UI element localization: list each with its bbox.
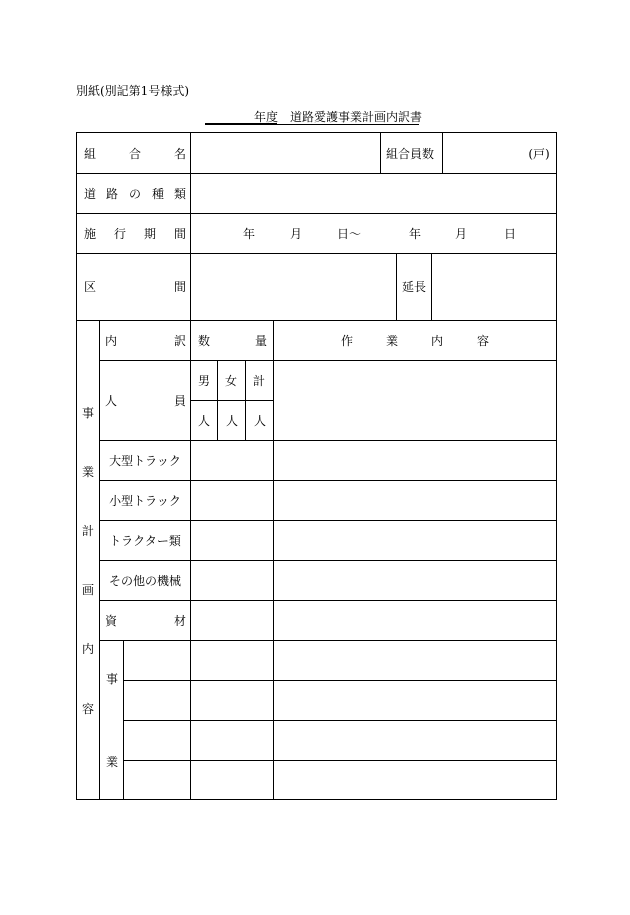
row-divider (77, 320, 556, 321)
union-name-label: 組 (83, 147, 97, 161)
row-divider (99, 480, 556, 481)
road-type-label: 種 (151, 187, 165, 201)
col-divider (123, 640, 124, 799)
member-count-label: 組合員数 (385, 147, 435, 161)
start-day-label: 日〜 (336, 227, 362, 241)
col-divider (190, 320, 191, 799)
materials-label: 材 (173, 614, 187, 628)
row-divider (99, 600, 556, 601)
col-divider (380, 133, 381, 173)
period-label: 行 (113, 227, 127, 241)
small-truck-label: 小型トラック (109, 494, 181, 508)
business-plan-label: 計 (81, 524, 95, 538)
length-label: 延長 (401, 280, 427, 294)
row-divider (123, 680, 556, 681)
business-plan-label: 画 (81, 583, 95, 597)
total-person-unit: 人 (253, 414, 267, 428)
business-plan-label: 業 (81, 465, 95, 479)
row-divider (123, 720, 556, 721)
large-truck-label: 大型トラック (109, 454, 181, 468)
row-divider (99, 520, 556, 521)
attachment-label: 別紙(別記第1号様式) (76, 84, 189, 98)
female-label: 女 (224, 374, 238, 388)
business-sub-label: 事 (105, 672, 119, 686)
row-divider (77, 213, 556, 214)
row-divider (99, 360, 556, 361)
gender-col-divider (245, 360, 246, 440)
personnel-label: 人 (104, 394, 118, 408)
row-divider (77, 173, 556, 174)
row-divider (99, 440, 556, 441)
union-name-label: 名 (173, 147, 187, 161)
tractors-label: トラクター類 (109, 534, 181, 548)
end-year-label: 年 (408, 227, 422, 241)
breakdown-header: 訳 (173, 334, 187, 348)
end-month-label: 月 (454, 227, 468, 241)
business-plan-label: 事 (81, 406, 95, 420)
col-divider (442, 133, 443, 173)
col-divider (431, 253, 432, 320)
row-divider (99, 640, 556, 641)
work-content-header: 内 (430, 334, 444, 348)
col-divider (190, 133, 191, 320)
period-label: 間 (173, 227, 187, 241)
union-name-label: 合 (128, 147, 142, 161)
breakdown-header: 内 (104, 334, 118, 348)
col-divider (396, 253, 397, 320)
start-year-label: 年 (242, 227, 256, 241)
row-divider (77, 253, 556, 254)
household-unit: (戸) (528, 147, 550, 161)
personnel-label: 員 (173, 394, 187, 408)
gender-col-divider (217, 360, 218, 440)
start-month-label: 月 (289, 227, 303, 241)
road-type-label: 類 (173, 187, 187, 201)
road-type-label: の (128, 187, 142, 201)
male-label: 男 (197, 374, 211, 388)
period-label: 期 (143, 227, 157, 241)
quantity-header: 数 (197, 334, 211, 348)
female-person-unit: 人 (225, 414, 239, 428)
work-content-header: 作 (340, 334, 354, 348)
work-content-header: 容 (476, 334, 490, 348)
road-type-label: 道 (83, 187, 97, 201)
quantity-header: 量 (254, 334, 268, 348)
col-divider (273, 320, 274, 799)
gender-row-divider (190, 400, 273, 401)
work-content-header: 業 (385, 334, 399, 348)
total-label: 計 (252, 374, 266, 388)
row-divider (99, 560, 556, 561)
period-label: 施 (83, 227, 97, 241)
col-divider (99, 320, 100, 799)
materials-label: 資 (104, 614, 118, 628)
form-title: 年度 道路愛護事業計画内訳書 (254, 110, 423, 124)
male-person-unit: 人 (197, 414, 211, 428)
section-label: 間 (173, 280, 187, 294)
business-sub-label: 業 (105, 755, 119, 769)
end-day-label: 日 (503, 227, 517, 241)
plan-breakdown-form (76, 132, 557, 800)
title-underline (205, 124, 419, 125)
section-label: 区 (83, 280, 97, 294)
business-plan-label: 内 (81, 642, 95, 656)
other-machinery-label: その他の機械 (108, 574, 182, 588)
road-type-label: 路 (105, 187, 119, 201)
row-divider (123, 760, 556, 761)
business-plan-label: 容 (81, 702, 95, 716)
